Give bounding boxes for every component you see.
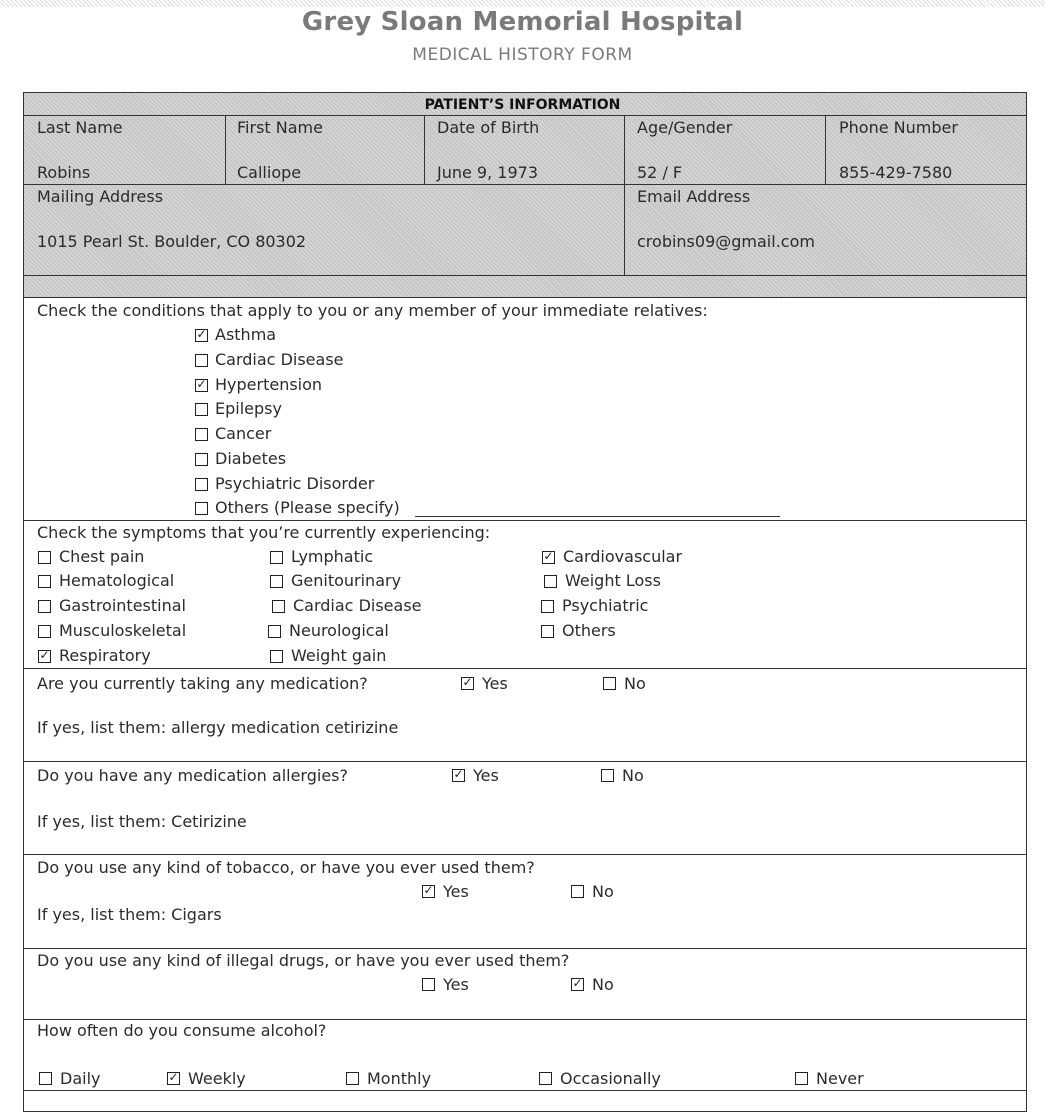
- allergies-list: If yes, list them: Cetirizine: [37, 812, 247, 831]
- drugs-no-label: No: [592, 975, 614, 994]
- checkbox-condition-diabetes[interactable]: [195, 453, 208, 466]
- drugs-question: Do you use any kind of illegal drugs, or have you ever used them?: [37, 951, 570, 970]
- first-name-value: Calliope: [237, 163, 302, 182]
- checkbox-alcohol-never[interactable]: [795, 1072, 808, 1085]
- condition-label: Hypertension: [215, 375, 323, 394]
- checkbox-symptom-neurological[interactable]: [268, 625, 281, 638]
- checkbox-alcohol-monthly[interactable]: [346, 1072, 359, 1085]
- checkbox-condition-cancer[interactable]: [195, 428, 208, 441]
- checkbox-condition-asthma[interactable]: ✓: [196, 327, 207, 341]
- column-divider: [225, 115, 226, 185]
- divider: [23, 115, 1027, 116]
- symptom-label: Respiratory: [59, 646, 151, 665]
- checkbox-condition-epilepsy[interactable]: [195, 403, 208, 416]
- checkbox-symptom-others[interactable]: [541, 625, 554, 638]
- symptom-label: Cardiac Disease: [293, 596, 422, 615]
- checkbox-condition-psychiatric[interactable]: [195, 478, 208, 491]
- divider: [23, 761, 1027, 762]
- checkbox-medication-yes[interactable]: ✓: [462, 675, 473, 689]
- checkbox-condition-hypertension[interactable]: ✓: [196, 377, 207, 391]
- divider: [23, 520, 1027, 521]
- checkbox-tobacco-yes[interactable]: ✓: [423, 883, 434, 897]
- allergies-question: Do you have any medication allergies?: [37, 766, 348, 785]
- symptom-label: Chest pain: [59, 547, 145, 566]
- patient-info-heading: PATIENT’S INFORMATION: [424, 97, 621, 113]
- age-gender-value: 52 / F: [637, 163, 683, 182]
- checkbox-drugs-no[interactable]: ✓: [572, 976, 583, 990]
- age-gender-label: Age/Gender: [637, 118, 733, 137]
- first-name-label: First Name: [237, 118, 323, 137]
- symptom-label: Others: [562, 621, 616, 640]
- divider: [23, 668, 1027, 669]
- checkbox-symptom-respiratory[interactable]: ✓: [39, 648, 50, 662]
- checkbox-allergies-yes[interactable]: ✓: [453, 767, 464, 781]
- symptoms-prompt: Check the symptoms that you’re currently experiencing:: [37, 523, 491, 542]
- checkbox-symptom-genitourinary[interactable]: [270, 575, 283, 588]
- alcohol-question: How often do you consume alcohol?: [37, 1021, 327, 1040]
- hospital-name: Grey Sloan Memorial Hospital: [301, 7, 744, 37]
- symptom-label: Weight gain: [291, 646, 387, 665]
- address-label: Mailing Address: [37, 187, 164, 206]
- tobacco-question: Do you use any kind of tobacco, or have you ever used them?: [37, 858, 535, 877]
- column-divider: [624, 115, 625, 276]
- checkbox-alcohol-weekly[interactable]: ✓: [168, 1070, 179, 1084]
- divider: [23, 1090, 1027, 1091]
- divider: [23, 854, 1027, 855]
- address-value: 1015 Pearl St. Boulder, CO 80302: [37, 232, 307, 251]
- condition-label: Others (Please specify): [215, 498, 400, 517]
- drugs-yes-label: Yes: [443, 975, 469, 994]
- checkbox-medication-no[interactable]: [603, 677, 616, 690]
- symptom-label: Weight Loss: [565, 571, 661, 590]
- condition-label: Cardiac Disease: [215, 350, 344, 369]
- condition-label: Epilepsy: [215, 399, 282, 418]
- checkbox-condition-others[interactable]: [195, 502, 208, 515]
- checkbox-allergies-no[interactable]: [601, 769, 614, 782]
- symptom-label: Gastrointestinal: [59, 596, 186, 615]
- checkbox-symptom-hematological[interactable]: [38, 575, 51, 588]
- checkbox-condition-cardiac-disease[interactable]: [195, 354, 208, 367]
- checkbox-symptom-gastrointestinal[interactable]: [38, 600, 51, 613]
- alcohol-option-label: Occasionally: [560, 1069, 661, 1088]
- dob-label: Date of Birth: [437, 118, 540, 137]
- medication-no-label: No: [624, 674, 646, 693]
- checkbox-symptom-cardiovascular[interactable]: ✓: [543, 549, 554, 563]
- checkbox-symptom-psychiatric[interactable]: [541, 600, 554, 613]
- checkbox-symptom-weight-loss[interactable]: [544, 575, 557, 588]
- last-name-label: Last Name: [37, 118, 123, 137]
- checkbox-alcohol-occasionally[interactable]: [539, 1072, 552, 1085]
- email-value: crobins09@gmail.com: [637, 232, 815, 251]
- checkbox-tobacco-no[interactable]: [571, 885, 584, 898]
- conditions-prompt: Check the conditions that apply to you or any member of your immediate relatives:: [37, 301, 708, 320]
- checkbox-alcohol-daily[interactable]: [39, 1072, 52, 1085]
- alcohol-option-label: Monthly: [367, 1069, 432, 1088]
- divider: [23, 297, 1027, 298]
- divider: [23, 184, 1027, 185]
- email-label: Email Address: [637, 187, 751, 206]
- divider: [23, 948, 1027, 949]
- medication-question: Are you currently taking any medication?: [37, 674, 368, 693]
- symptom-label: Neurological: [289, 621, 389, 640]
- tobacco-yes-label: Yes: [443, 882, 469, 901]
- medication-list: If yes, list them: allergy medication cetirizine: [37, 718, 399, 737]
- checkbox-symptom-cardiac-disease[interactable]: [272, 600, 285, 613]
- divider: [23, 1019, 1027, 1020]
- symptom-label: Musculoskeletal: [59, 621, 187, 640]
- alcohol-option-label: Daily: [60, 1069, 101, 1088]
- symptom-label: Cardiovascular: [563, 547, 683, 566]
- checkbox-symptom-lymphatic[interactable]: [270, 551, 283, 564]
- symptom-label: Genitourinary: [291, 571, 402, 590]
- medication-yes-label: Yes: [482, 674, 508, 693]
- allergies-yes-label: Yes: [473, 766, 499, 785]
- tobacco-list: If yes, list them: Cigars: [37, 905, 222, 924]
- last-name-value: Robins: [37, 163, 91, 182]
- alcohol-option-label: Weekly: [188, 1069, 246, 1088]
- column-divider: [424, 115, 425, 185]
- checkbox-drugs-yes[interactable]: [422, 978, 435, 991]
- checkbox-symptom-weight-gain[interactable]: [270, 650, 283, 663]
- condition-label: Cancer: [215, 424, 272, 443]
- dob-value: June 9, 1973: [437, 163, 538, 182]
- allergies-no-label: No: [622, 766, 644, 785]
- scan-edge-strip: [0, 0, 1045, 7]
- symptom-label: Hematological: [59, 571, 175, 590]
- symptom-label: Psychiatric: [562, 596, 649, 615]
- column-divider: [825, 115, 826, 185]
- phone-label: Phone Number: [839, 118, 958, 137]
- alcohol-option-label: Never: [816, 1069, 864, 1088]
- symptom-label: Lymphatic: [291, 547, 374, 566]
- checkbox-symptom-musculoskeletal[interactable]: [38, 625, 51, 638]
- condition-label: Asthma: [215, 325, 277, 344]
- checkbox-symptom-chest-pain[interactable]: [38, 551, 51, 564]
- divider: [23, 275, 1027, 276]
- condition-label: Psychiatric Disorder: [215, 474, 375, 493]
- others-specify-line[interactable]: [415, 516, 780, 517]
- condition-label: Diabetes: [215, 449, 287, 468]
- phone-value: 855-429-7580: [839, 163, 953, 182]
- tobacco-no-label: No: [592, 882, 614, 901]
- form-title: MEDICAL HISTORY FORM: [412, 45, 633, 65]
